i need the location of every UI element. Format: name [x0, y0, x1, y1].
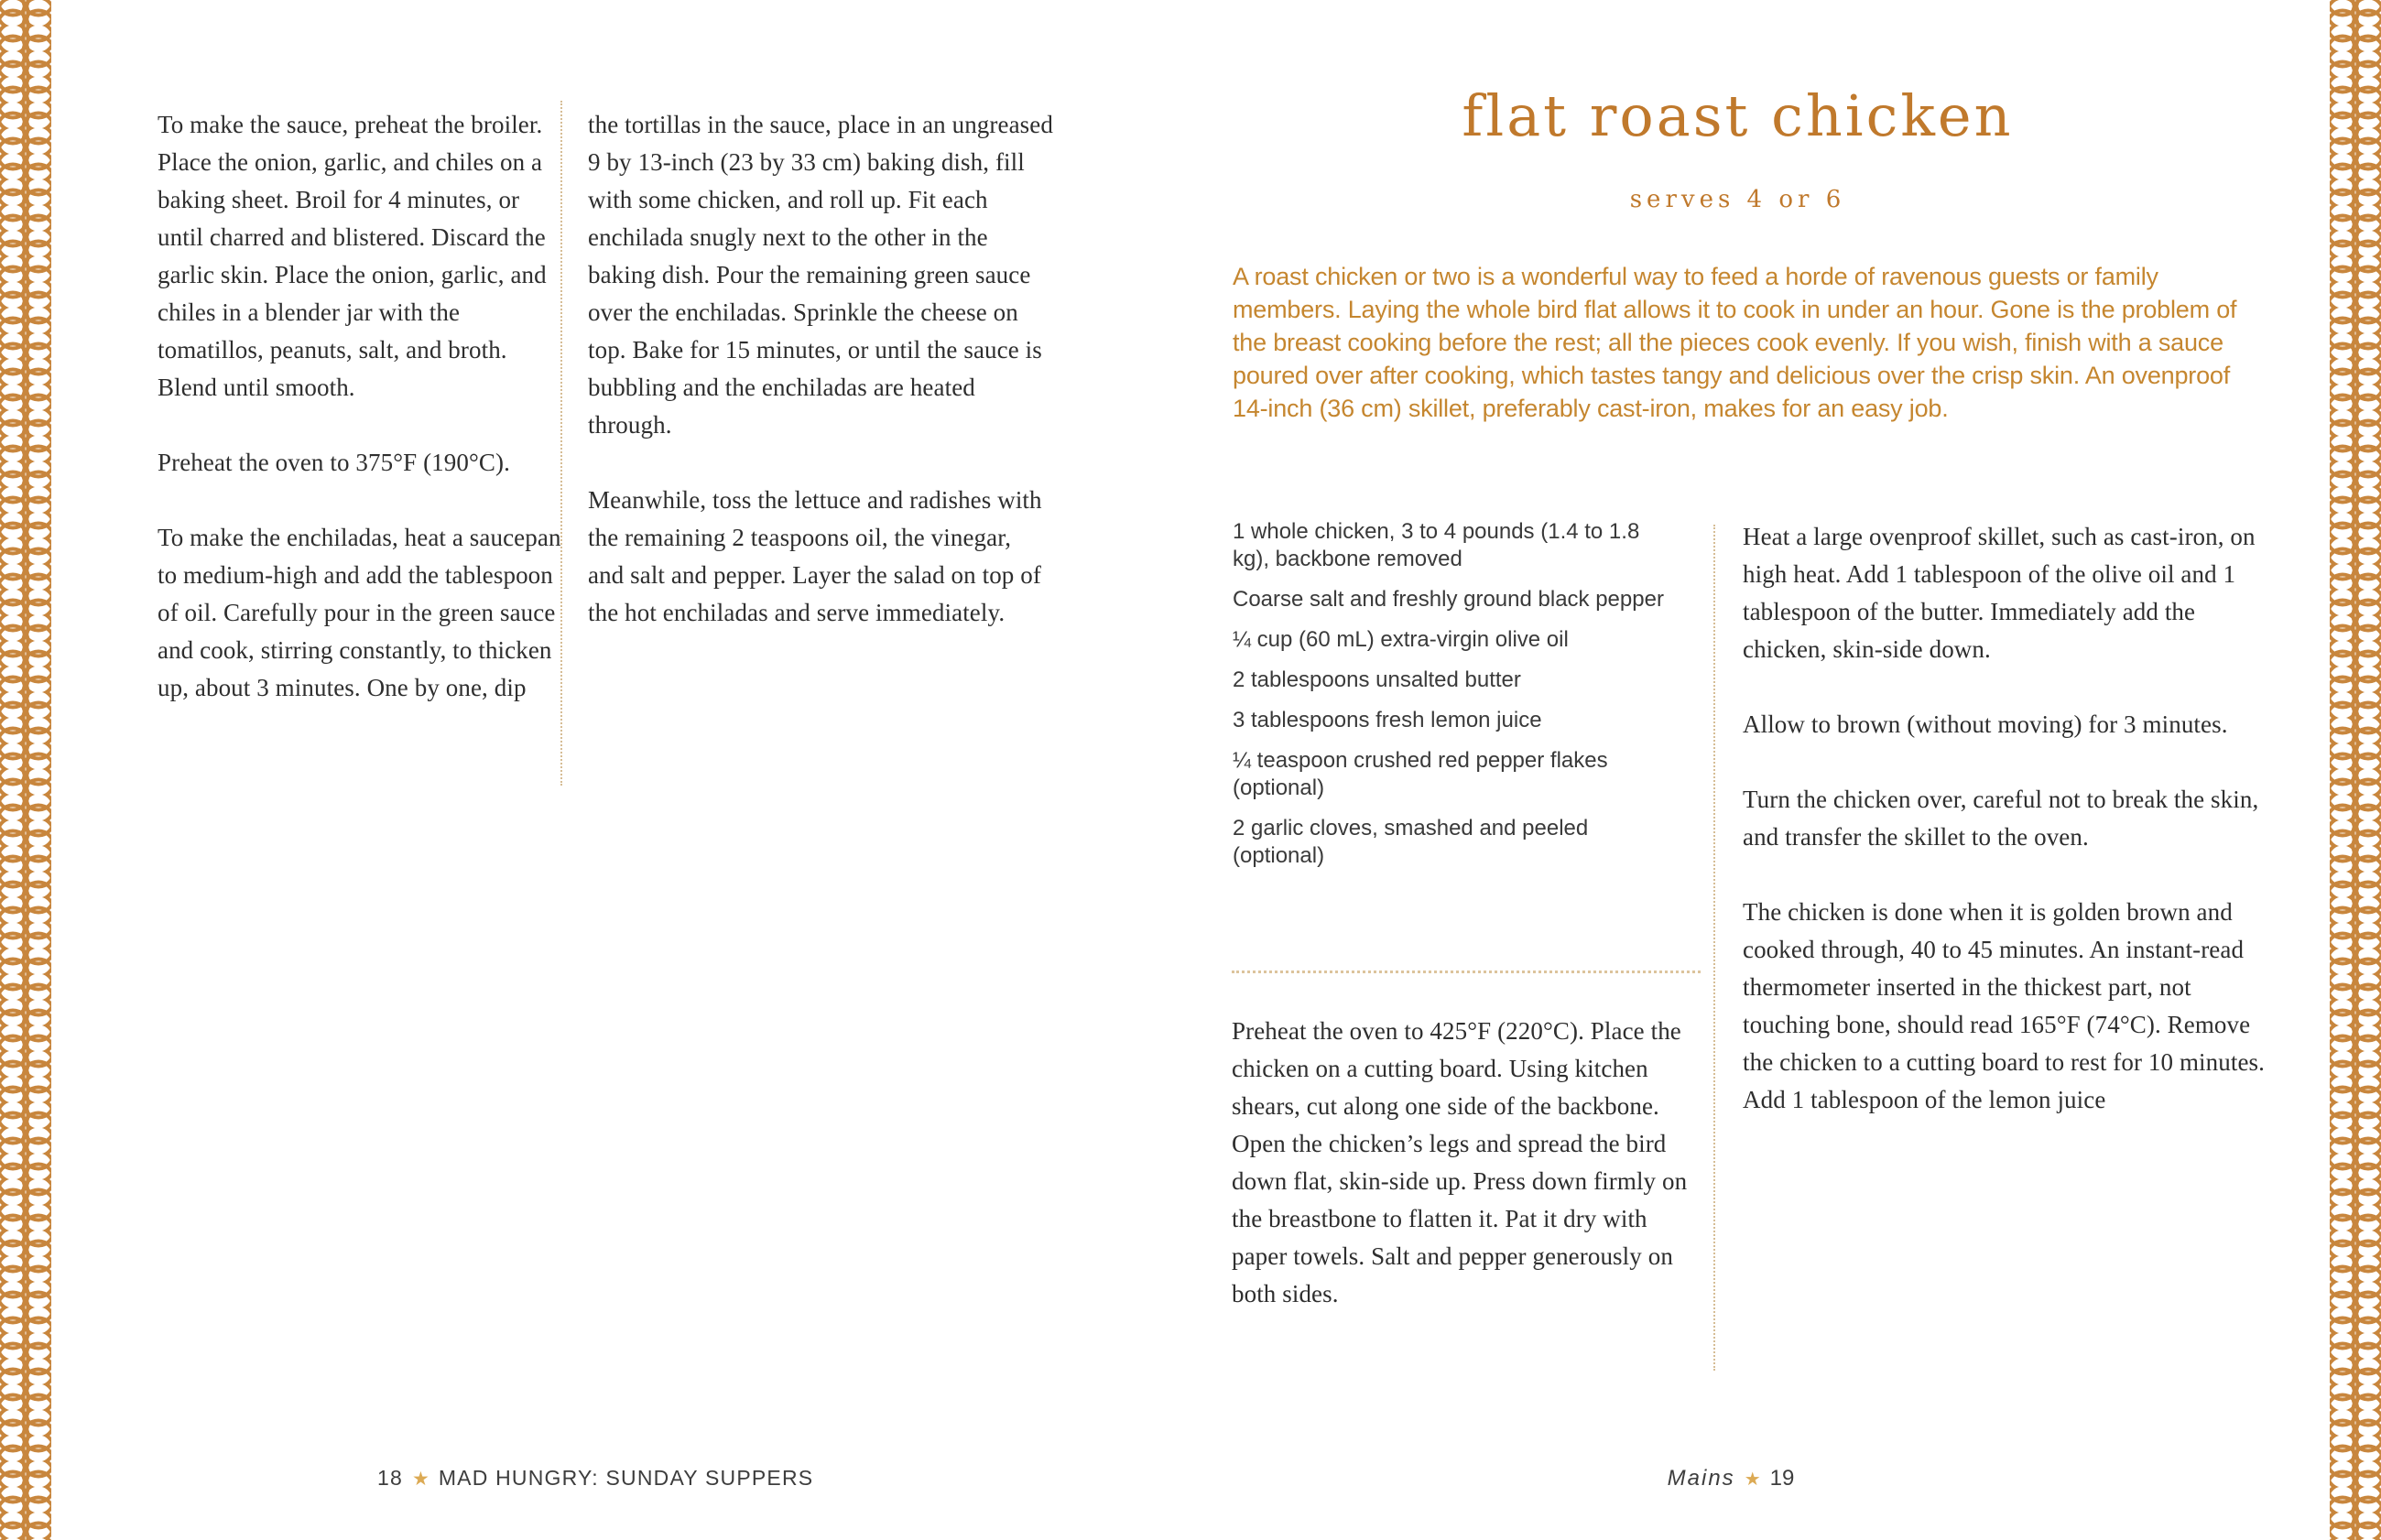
paragraph: Turn the chicken over, careful not to break the skin, and transfer the skillet to the oven.	[1743, 786, 2259, 851]
instructions-left-column	[1232, 1013, 1706, 1313]
left-page-column-1	[158, 106, 567, 707]
paragraph: To make the enchiladas, heat a saucepan to medium-high and add the tablespoon of oil. Carefully pour in the green sauce and cook, stirring constantly, to thicken up, about 3 minutes. One by one, dip	[158, 524, 561, 701]
right-page-footer	[1232, 1466, 2230, 1491]
ingredient-item: 2 garlic cloves, smashed and peeled (optional)	[1233, 816, 1589, 868]
section-name: Mains	[1667, 1466, 1735, 1491]
ingredients-list	[1233, 518, 1670, 883]
book-title: MAD HUNGRY: SUNDAY SUPPERS	[438, 1466, 814, 1490]
paragraph: Meanwhile, toss the lettuce and radishes with the remaining 2 teaspoons oil, the vinegar, and salt and pepper. Layer the salad on top of the hot enchiladas and serve immediately.	[588, 486, 1042, 626]
ingredient-item: 2 tablespoons unsalted butter	[1233, 667, 1521, 692]
paragraph: Preheat the oven to 425°F (220°C). Place the chicken on a cutting board. Using kitchen shears, cut along one side of the backbone. Open the chicken’s legs and spread the bird down flat, skin-side up. Press down firmly on the breastbone to flatten it. Pat it dry with paper towels. Salt and pepper generously on both sides.	[1232, 1017, 1688, 1307]
serves-line: serves 4 or 6	[1629, 186, 1846, 213]
paragraph: The chicken is done when it is golden brown and cooked through, 40 to 45 minutes. An instant-read thermometer inserted in the thickest part, not touching bone, should read 165°F (74°C). Remove the chicken to a cutting board to rest for 10 minutes. Add 1 tablespoon of the lemon juice	[1743, 898, 2266, 1113]
star-icon: ★	[411, 1469, 429, 1490]
ornamental-border-right	[2330, 0, 2381, 1540]
column-divider-dotted	[560, 101, 562, 786]
ornamental-border-left	[0, 0, 51, 1540]
section-divider-dotted	[1232, 971, 1701, 973]
recipe-intro: A roast chicken or two is a wonderful way to feed a horde of ravenous guests or family members. Laying the whole bird flat allows it to cook in under an hour. Gone is the problem of the breast cooking before the rest; all the pieces cook evenly. If you wish, finish with a sauce poured over after cooking, which tastes tangy and delicious over the crisp skin. An ovenproof 14-inch (36 cm) skillet, preferably cast-iron, makes for an easy job.	[1233, 263, 2237, 422]
paragraph: Heat a large ovenproof skillet, such as cast-iron, on high heat. Add 1 tablespoon of the olive oil and 1 tablespoon of the butter. Immediately add the chicken, skin-side down.	[1743, 523, 2256, 663]
page-number: 19	[1769, 1466, 1795, 1491]
left-page-footer	[377, 1466, 813, 1491]
recipe-title: flat roast chicken	[1462, 82, 2014, 149]
ingredient-item: 1 whole chicken, 3 to 4 pounds (1.4 to 1.8 kg), backbone removed	[1233, 519, 1640, 571]
column-divider-dotted	[1713, 525, 1715, 1371]
instructions-right-column	[1743, 518, 2268, 1119]
paragraph: Preheat the oven to 375°F (190°C).	[158, 449, 510, 476]
page-number: 18	[377, 1466, 403, 1490]
ingredient-item: ¼ teaspoon crushed red pepper flakes (optional)	[1233, 748, 1608, 800]
left-page-column-2	[588, 106, 1053, 632]
ingredient-item: Coarse salt and freshly ground black pepper	[1233, 587, 1664, 612]
star-icon: ★	[1744, 1470, 1761, 1490]
paragraph: To make the sauce, preheat the broiler. Place the onion, garlic, and chiles on a baking sheet. Broil for 4 minutes, or until charred and blistered. Discard the garlic skin. Place the onion, garlic, and chiles in a blender jar with the tomatillos, peanuts, salt, and broth. Blend until smooth.	[158, 111, 547, 401]
ingredient-item: 3 tablespoons fresh lemon juice	[1233, 708, 1542, 732]
paragraph: the tortillas in the sauce, place in an ungreased 9 by 13-inch (23 by 33 cm) baking dish, fill with some chicken, and roll up. Fit each enchilada snugly next to the other in the baking dish. Pour the remaining green sauce over the enchiladas. Sprinkle the cheese on top. Bake for 15 minutes, or until the sauce is bubbling and the enchiladas are heated through.	[588, 111, 1053, 439]
paragraph: Allow to brown (without moving) for 3 minutes.	[1743, 710, 2228, 738]
ingredient-item: ¼ cup (60 mL) extra-virgin olive oil	[1233, 627, 1569, 652]
